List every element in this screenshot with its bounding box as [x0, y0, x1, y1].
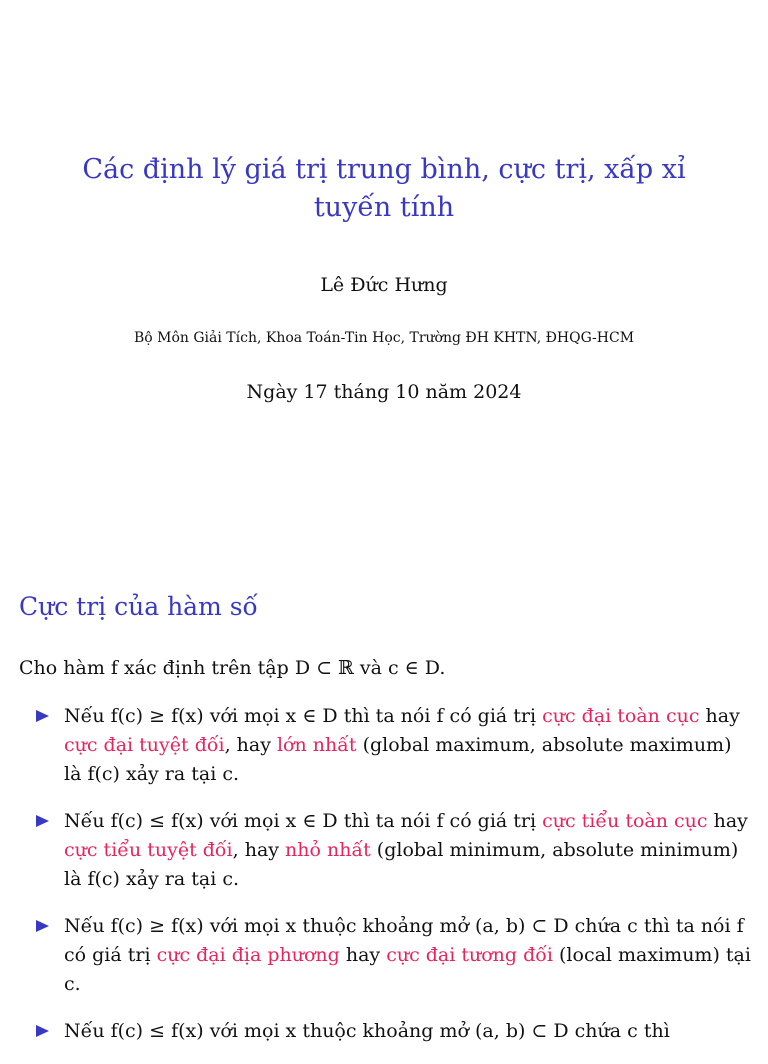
bullet-local-minimum — [0, 1017, 768, 1046]
highlighted-term: cực tiểu toàn cục — [542, 810, 708, 832]
highlighted-term: cực đại tương đối — [386, 944, 553, 966]
bullet-global-maximum — [0, 702, 768, 789]
triangle-bullet-icon — [36, 815, 49, 827]
author-name: Lê Đức Hưng — [320, 274, 448, 296]
bullet-text: (global maximum, absolute maximum) là f(c) xảy ra tại c. — [64, 734, 732, 785]
triangle-bullet-icon — [36, 710, 49, 722]
bullet-text: (local maximum) tại c. — [64, 944, 751, 995]
highlighted-term: nhỏ nhất — [285, 839, 371, 861]
bullet-text: , hay — [232, 839, 286, 861]
frame-title: Cực trị của hàm số — [19, 592, 258, 621]
bullet-local-maximum — [0, 912, 768, 999]
highlighted-term: lớn nhất — [276, 734, 357, 756]
bullet-text: , hay — [224, 734, 277, 756]
content-slide — [0, 580, 768, 1042]
bullet-text: Nếu f(c) ≤ f(x) với mọi x thuộc khoảng mở (a, b) ⊂ D chứa c thì — [64, 1020, 670, 1042]
triangle-bullet-icon — [36, 920, 49, 932]
highlighted-term: cực tiểu tuyệt đối — [64, 839, 233, 861]
affiliation: Bộ Môn Giải Tích, Khoa Toán-Tin Học, Trường ĐH KHTN, ĐHQG-HCM — [133, 330, 635, 346]
presentation-date: Ngày 17 tháng 10 năm 2024 — [246, 381, 522, 403]
triangle-bullet-icon — [36, 1025, 49, 1037]
bullet-text: hay — [339, 944, 387, 966]
highlighted-term: cực đại toàn cục — [542, 705, 700, 727]
bullet-global-minimum — [0, 807, 768, 894]
highlighted-term: cực đại tuyệt đối — [64, 734, 225, 756]
bullet-text: (global minimum, absolute minimum) là f(c) xảy ra tại c. — [64, 839, 739, 890]
intro-text: Cho hàm f xác định trên tập D ⊂ ℝ và c ∈ D. — [19, 657, 446, 679]
bullet-text: hay — [707, 810, 748, 832]
bullet-list — [0, 702, 768, 1064]
bullet-text: hay — [699, 705, 740, 727]
presentation-title: Các định lý giá trị trung bình, cực trị, xấp xỉ tuyến tính — [82, 154, 686, 223]
bullet-text: Nếu f(c) ≥ f(x) với mọi x thuộc khoảng mở (a, b) ⊂ D chứa c thì ta nói f có giá trị — [64, 915, 744, 966]
highlighted-term: cực đại địa phương — [156, 944, 340, 966]
bullet-text: Nếu f(c) ≤ f(x) với mọi x ∈ D thì ta nói f có giá trị — [64, 810, 543, 832]
bullet-text: Nếu f(c) ≥ f(x) với mọi x ∈ D thì ta nói f có giá trị — [64, 705, 543, 727]
